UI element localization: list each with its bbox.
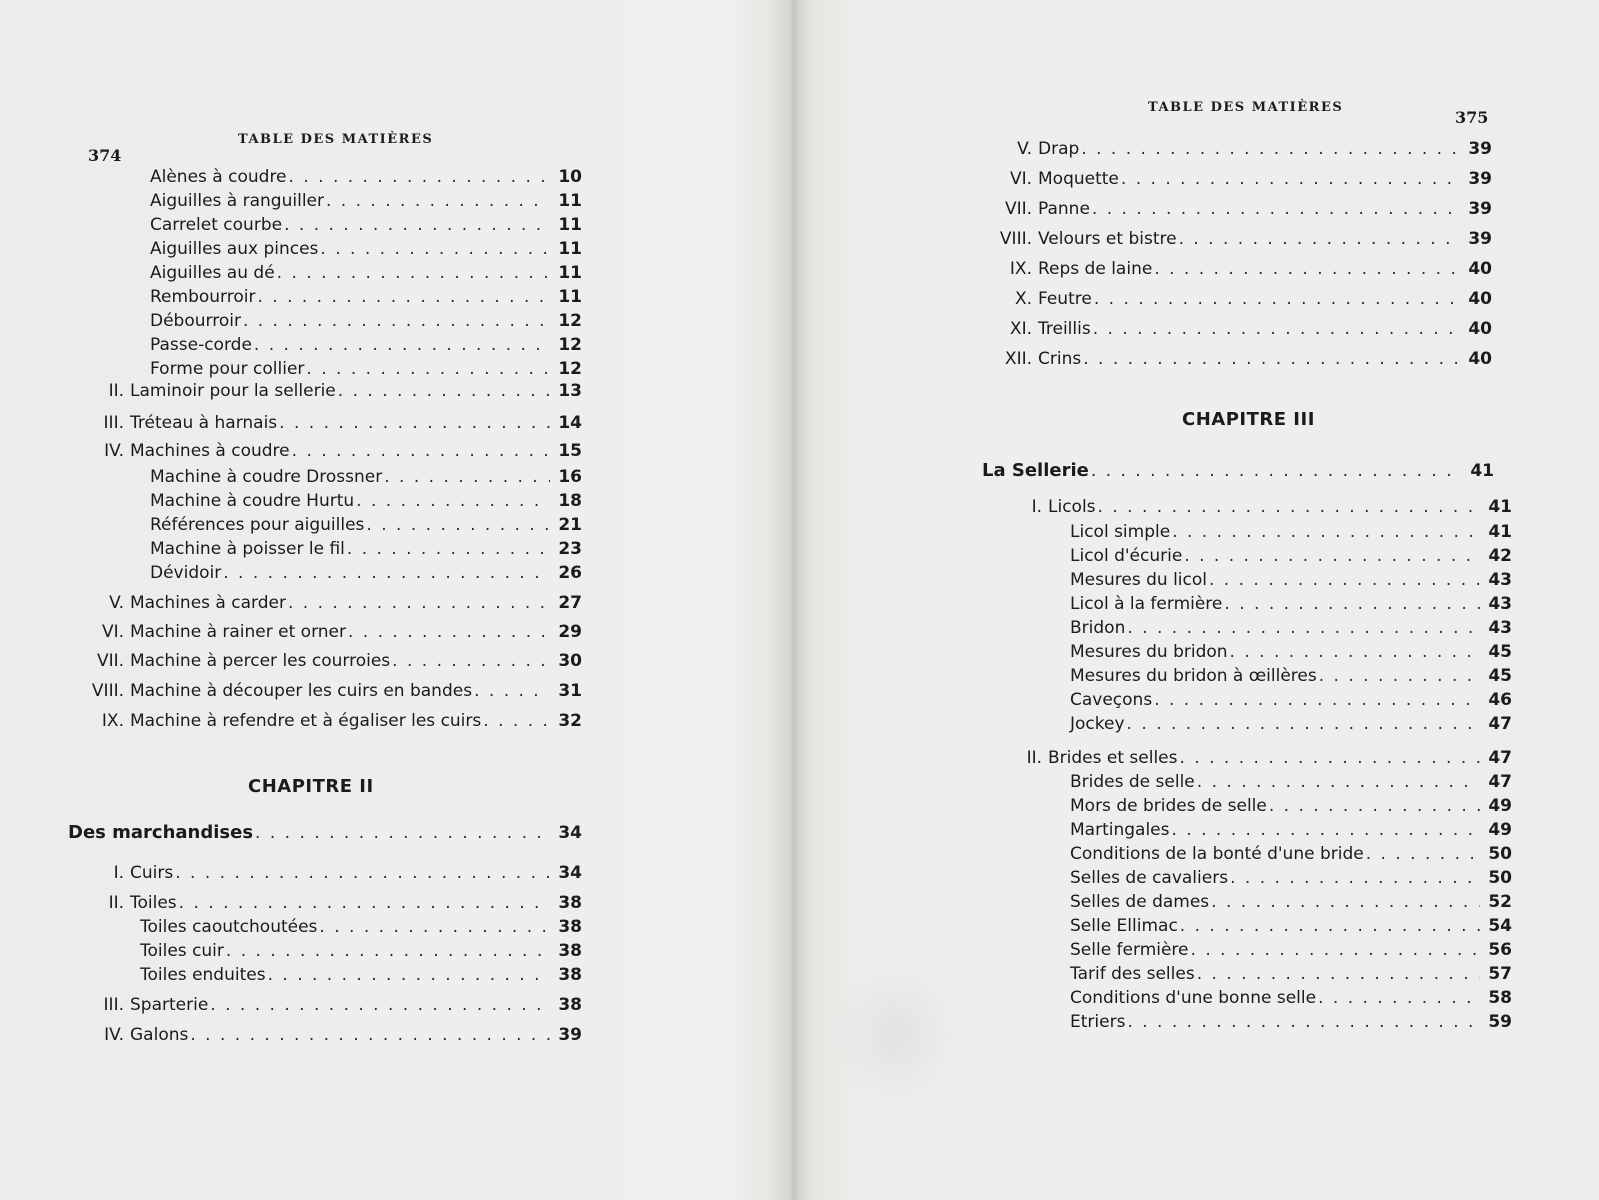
leader-dots (179, 892, 550, 914)
leader-dots (338, 380, 550, 402)
toc-entry-label: Martingales (1070, 820, 1170, 840)
toc-entry (1070, 843, 1512, 865)
left-page-number: 374 (88, 146, 122, 165)
toc-page-number: 11 (558, 287, 582, 307)
leader-dots (326, 190, 550, 212)
toc-entry-number: XII. (1004, 349, 1032, 369)
toc-entry (150, 358, 582, 380)
toc-page-number: 11 (558, 215, 582, 235)
toc-page-number: 42 (1488, 546, 1512, 566)
toc-entry-label: Mesures du bridon (1070, 642, 1228, 662)
leader-dots (1180, 747, 1481, 769)
leader-dots (243, 310, 550, 332)
leader-dots (1191, 939, 1480, 961)
toc-entry-label: Toiles cuir (140, 941, 224, 961)
leader-dots (320, 238, 550, 260)
toc-page-number: 32 (558, 711, 582, 731)
toc-entry-label: Brides de selle (1070, 772, 1195, 792)
leader-dots (284, 214, 550, 236)
toc-entry (970, 168, 1492, 190)
toc-entry-label: Feutre (1038, 289, 1092, 309)
toc-entry-label: Forme pour collier (150, 359, 305, 379)
toc-page-number: 46 (1488, 690, 1512, 710)
toc-page-number: 31 (558, 681, 582, 701)
leader-dots (306, 358, 550, 380)
toc-entry-label: Toiles caoutchoutées (140, 917, 318, 937)
left-page (0, 0, 795, 1200)
leader-dots (366, 514, 550, 536)
toc-page-number: 39 (1468, 229, 1492, 249)
toc-entry (970, 258, 1492, 280)
toc-page-number: 50 (1488, 844, 1512, 864)
toc-entry-label: Tréteau à harnais (130, 413, 278, 433)
toc-entry-label: Etriers (1070, 1012, 1126, 1032)
toc-page-number: 39 (1468, 199, 1492, 219)
toc-entry (62, 862, 582, 884)
leader-dots (1127, 713, 1480, 735)
leader-dots (1093, 318, 1460, 340)
leader-dots (1081, 138, 1460, 160)
right-page-number: 375 (1455, 108, 1489, 127)
toc-entry-label: Aiguilles au dé (150, 263, 275, 283)
toc-page-number: 11 (558, 191, 582, 211)
toc-page-number: 41 (1488, 522, 1512, 542)
toc-entry-label: Machines à carder (130, 593, 286, 613)
toc-entry (62, 680, 582, 702)
toc-entry-number: V. (1017, 139, 1032, 159)
toc-entry-label: Sparterie (130, 995, 209, 1015)
toc-entry (150, 214, 582, 236)
toc-entry-label: Cuirs (130, 863, 174, 883)
leader-dots (348, 621, 550, 643)
leader-dots (392, 650, 550, 672)
toc-entry-label: Laminoir pour la sellerie (130, 381, 336, 401)
toc-entry (150, 334, 582, 356)
toc-entry-label: Velours et bistre (1038, 229, 1177, 249)
toc-page-number: 12 (558, 311, 582, 331)
toc-page-number: 34 (558, 823, 582, 843)
toc-entry-number: II. (108, 381, 124, 401)
toc-entry-label: Selles de dames (1070, 892, 1210, 912)
leader-dots (289, 166, 550, 188)
toc-entry-label: Carrelet courbe (150, 215, 283, 235)
toc-entry (62, 412, 582, 434)
toc-page-number: 56 (1488, 940, 1512, 960)
leader-dots (292, 440, 550, 462)
toc-entry-label: Licol simple (1070, 522, 1171, 542)
leader-dots (268, 964, 550, 986)
toc-page-number: 49 (1488, 820, 1512, 840)
leader-dots (223, 562, 550, 584)
toc-entry-label: Conditions de la bonté d'une bride (1070, 844, 1364, 864)
toc-entry (970, 138, 1492, 160)
leader-dots (1269, 795, 1480, 817)
toc-entry (150, 262, 582, 284)
toc-entry (1070, 545, 1512, 567)
leader-dots (1172, 819, 1481, 841)
toc-page-number: 52 (1488, 892, 1512, 912)
toc-page-number: 11 (558, 239, 582, 259)
leader-dots (483, 710, 550, 732)
leader-dots (1197, 771, 1480, 793)
toc-page-number: 47 (1488, 748, 1512, 768)
toc-entry-label: Jockey (1070, 714, 1125, 734)
toc-entry-label: Machine à poisser le fil (150, 539, 345, 559)
toc-page-number: 41 (1488, 497, 1512, 517)
toc-page-number: 43 (1488, 594, 1512, 614)
toc-entry-label: Selle Ellimac (1070, 916, 1178, 936)
leader-dots (255, 822, 550, 844)
toc-page-number: 34 (558, 863, 582, 883)
toc-page-number: 11 (558, 263, 582, 283)
toc-page-number: 54 (1488, 916, 1512, 936)
toc-page-number: 40 (1468, 319, 1492, 339)
toc-page-number: 16 (558, 467, 582, 487)
toc-page-number: 12 (558, 359, 582, 379)
toc-entry (150, 490, 582, 512)
toc-entry (970, 348, 1492, 370)
toc-entry-label: Selles de cavaliers (1070, 868, 1229, 888)
toc-entry-label: Toiles enduites (140, 965, 266, 985)
toc-entry (140, 940, 582, 962)
leader-dots (1154, 689, 1480, 711)
toc-page-number: 29 (558, 622, 582, 642)
toc-entry (1070, 641, 1512, 663)
toc-entry-label: Machine à découper les cuirs en bandes (130, 681, 473, 701)
leader-dots (175, 862, 550, 884)
toc-page-number: 40 (1468, 289, 1492, 309)
leader-dots (210, 994, 550, 1016)
toc-entry (980, 496, 1512, 518)
leader-dots (1121, 168, 1460, 190)
leader-dots (1224, 593, 1480, 615)
toc-entry-number: VIII. (999, 229, 1032, 249)
left-running-head: TABLE DES MATIÈRES (238, 132, 434, 147)
toc-entry-label: Caveçons (1070, 690, 1153, 710)
leader-dots (257, 286, 550, 308)
toc-entry-label: Machine à rainer et orner (130, 622, 346, 642)
toc-entry-label: Brides et selles (1048, 748, 1178, 768)
toc-entry (1070, 795, 1512, 817)
toc-entry-label: Machines à coudre (130, 441, 290, 461)
toc-entry (980, 747, 1512, 769)
toc-entry-label: Crins (1038, 349, 1082, 369)
toc-entry-label: Moquette (1038, 169, 1119, 189)
toc-page-number: 50 (1488, 868, 1512, 888)
toc-page-number: 39 (1468, 139, 1492, 159)
toc-entry-label: Machine à percer les courroies (130, 651, 391, 671)
toc-entry (62, 650, 582, 672)
toc-page-number: 39 (558, 1025, 582, 1045)
toc-entry-number: XI. (1009, 319, 1032, 339)
toc-page-number: 45 (1488, 666, 1512, 686)
leader-dots (1092, 198, 1460, 220)
toc-entry (62, 994, 582, 1016)
leader-dots (347, 538, 550, 560)
toc-page-number: 12 (558, 335, 582, 355)
leader-dots (319, 916, 550, 938)
toc-entry (150, 514, 582, 536)
toc-entry-label: Des marchandises (68, 822, 254, 843)
toc-entry (1070, 521, 1512, 543)
leader-dots (384, 466, 550, 488)
right-running-head: TABLE DES MATIÈRES (1148, 100, 1344, 115)
toc-entry-label: Mesures du bridon à œillères (1070, 666, 1317, 686)
leader-dots (1127, 1011, 1480, 1033)
toc-entry (1070, 819, 1512, 841)
toc-page-number: 18 (558, 491, 582, 511)
toc-entry-label: Tarif des selles (1070, 964, 1195, 984)
toc-entry (62, 440, 582, 462)
toc-page-number: 13 (558, 381, 582, 401)
toc-entry (970, 228, 1492, 250)
leader-dots (356, 490, 550, 512)
toc-entry-label: Bridon (1070, 618, 1126, 638)
toc-entry-label: Licol d'écurie (1070, 546, 1183, 566)
toc-page-number: 30 (558, 651, 582, 671)
toc-page-number: 57 (1488, 964, 1512, 984)
toc-entry (1070, 593, 1512, 615)
leader-dots (1230, 867, 1480, 889)
toc-page-number: 59 (1488, 1012, 1512, 1032)
leader-dots (1209, 569, 1480, 591)
leader-dots (288, 592, 550, 614)
toc-entry (150, 538, 582, 560)
leader-dots (1154, 258, 1460, 280)
leader-dots (1184, 545, 1480, 567)
toc-entry-label: Licols (1048, 497, 1096, 517)
toc-entry-label: Machine à refendre et à égaliser les cuirs (130, 711, 482, 731)
toc-page-number: 38 (558, 941, 582, 961)
leader-dots (1180, 915, 1480, 937)
toc-page-number: 10 (558, 167, 582, 187)
toc-entry (1070, 713, 1512, 735)
leader-dots (1230, 641, 1480, 663)
toc-entry-label: Références pour aiguilles (150, 515, 365, 535)
toc-entry (150, 310, 582, 332)
toc-page-number: 26 (558, 563, 582, 583)
toc-entry (970, 288, 1492, 310)
toc-entry (62, 621, 582, 643)
leader-dots (1091, 460, 1462, 482)
toc-entry-number: III. (103, 995, 124, 1015)
toc-entry (1070, 939, 1512, 961)
toc-entry (1070, 915, 1512, 937)
toc-entry-number: VII. (1004, 199, 1032, 219)
toc-page-number: 38 (558, 893, 582, 913)
toc-entry-number: IV. (104, 441, 124, 461)
toc-page-number: 21 (558, 515, 582, 535)
toc-entry (1070, 689, 1512, 711)
toc-page-number: 58 (1488, 988, 1512, 1008)
leader-dots (1083, 348, 1460, 370)
toc-entry (140, 916, 582, 938)
left-chapter-heading: CHAPITRE II (248, 776, 374, 797)
toc-entry (1070, 987, 1512, 1009)
leader-dots (1318, 987, 1480, 1009)
toc-page-number: 39 (1468, 169, 1492, 189)
toc-entry (1070, 963, 1512, 985)
toc-page-number: 45 (1488, 642, 1512, 662)
toc-page-number: 43 (1488, 618, 1512, 638)
toc-entry-label: Aiguilles à ranguiller (150, 191, 324, 211)
toc-entry (1070, 665, 1512, 687)
toc-entry (62, 710, 582, 732)
toc-entry-number: VI. (1009, 169, 1032, 189)
toc-entry (140, 964, 582, 986)
toc-entry-label: Mors de brides de selle (1070, 796, 1267, 816)
toc-entry (1070, 1011, 1512, 1033)
toc-entry (970, 198, 1492, 220)
toc-entry-label: La Sellerie (982, 460, 1089, 481)
toc-entry-number: VI. (101, 622, 124, 642)
toc-entry-number: X. (1014, 289, 1032, 309)
toc-entry-number: VII. (96, 651, 124, 671)
toc-page-number: 14 (558, 413, 582, 433)
leader-dots (1172, 521, 1480, 543)
toc-entry-number: III. (103, 413, 124, 433)
toc-entry-label: Débourroir (150, 311, 241, 331)
leader-dots (226, 940, 550, 962)
toc-entry-label: Drap (1038, 139, 1080, 159)
toc-page-number: 40 (1468, 259, 1492, 279)
toc-page-number: 40 (1468, 349, 1492, 369)
toc-page-number: 49 (1488, 796, 1512, 816)
toc-entry-number: IV. (104, 1025, 124, 1045)
toc-page-number: 41 (1470, 461, 1494, 481)
leader-dots (1319, 665, 1480, 687)
leader-dots (1094, 288, 1460, 310)
toc-entry-label: Rembourroir (150, 287, 256, 307)
toc-entry (1070, 617, 1512, 639)
toc-entry (1070, 891, 1512, 913)
leader-dots (279, 412, 550, 434)
toc-entry-label: Reps de laine (1038, 259, 1153, 279)
toc-entry (62, 592, 582, 614)
toc-entry (970, 318, 1492, 340)
toc-entry (150, 166, 582, 188)
leader-dots (1211, 891, 1480, 913)
toc-entry (62, 892, 582, 914)
toc-entry (150, 562, 582, 584)
toc-page-number: 47 (1488, 714, 1512, 734)
toc-entry-label: Mesures du licol (1070, 570, 1207, 590)
toc-entry (150, 286, 582, 308)
leader-dots (254, 334, 550, 356)
toc-page-number: 38 (558, 995, 582, 1015)
toc-entry-label: Licol à la fermière (1070, 594, 1223, 614)
toc-entry-number: II. (108, 893, 124, 913)
right-page (800, 0, 1599, 1200)
leader-dots (277, 262, 550, 284)
toc-entry-label: Galons (130, 1025, 189, 1045)
toc-entry (1070, 569, 1512, 591)
toc-entry (150, 190, 582, 212)
toc-entry-label: Conditions d'une bonne selle (1070, 988, 1317, 1008)
right-chapter-heading: CHAPITRE III (1182, 409, 1315, 430)
leader-dots (190, 1024, 550, 1046)
toc-page-number: 38 (558, 965, 582, 985)
toc-entry-label: Treillis (1038, 319, 1091, 339)
toc-entry-number: IX. (101, 711, 124, 731)
toc-page-number: 15 (558, 441, 582, 461)
toc-entry-number: VIII. (91, 681, 124, 701)
toc-entry-label: Passe-corde (150, 335, 252, 355)
toc-entry-label: Toiles (130, 893, 177, 913)
toc-chapter-title (982, 460, 1494, 482)
toc-entry (1070, 771, 1512, 793)
leader-dots (1179, 228, 1460, 250)
toc-page-number: 38 (558, 917, 582, 937)
leader-dots (1098, 496, 1480, 518)
toc-page-number: 23 (558, 539, 582, 559)
toc-entry-label: Aiguilles aux pinces (150, 239, 319, 259)
toc-entry-number: V. (109, 593, 124, 613)
leader-dots (1127, 617, 1480, 639)
leader-dots (1197, 963, 1480, 985)
toc-entry-number: II. (1026, 748, 1042, 768)
leader-dots (474, 680, 550, 702)
toc-page-number: 43 (1488, 570, 1512, 590)
leader-dots (1366, 843, 1480, 865)
toc-entry-label: Selle fermière (1070, 940, 1189, 960)
toc-entry (1070, 867, 1512, 889)
toc-page-number: 27 (558, 593, 582, 613)
toc-entry-number: I. (1031, 497, 1042, 517)
toc-page-number: 47 (1488, 772, 1512, 792)
toc-chapter-title (68, 822, 582, 844)
toc-entry-label: Dévidoir (150, 563, 222, 583)
toc-entry-label: Machine à coudre Hurtu (150, 491, 355, 511)
toc-entry-label: Alènes à coudre (150, 167, 287, 187)
toc-entry-label: Machine à coudre Drossner (150, 467, 383, 487)
toc-entry (150, 238, 582, 260)
toc-entry (150, 466, 582, 488)
toc-entry-number: IX. (1009, 259, 1032, 279)
toc-entry-label: Panne (1038, 199, 1090, 219)
toc-entry-number: I. (113, 863, 124, 883)
toc-entry (62, 380, 582, 402)
toc-entry (62, 1024, 582, 1046)
